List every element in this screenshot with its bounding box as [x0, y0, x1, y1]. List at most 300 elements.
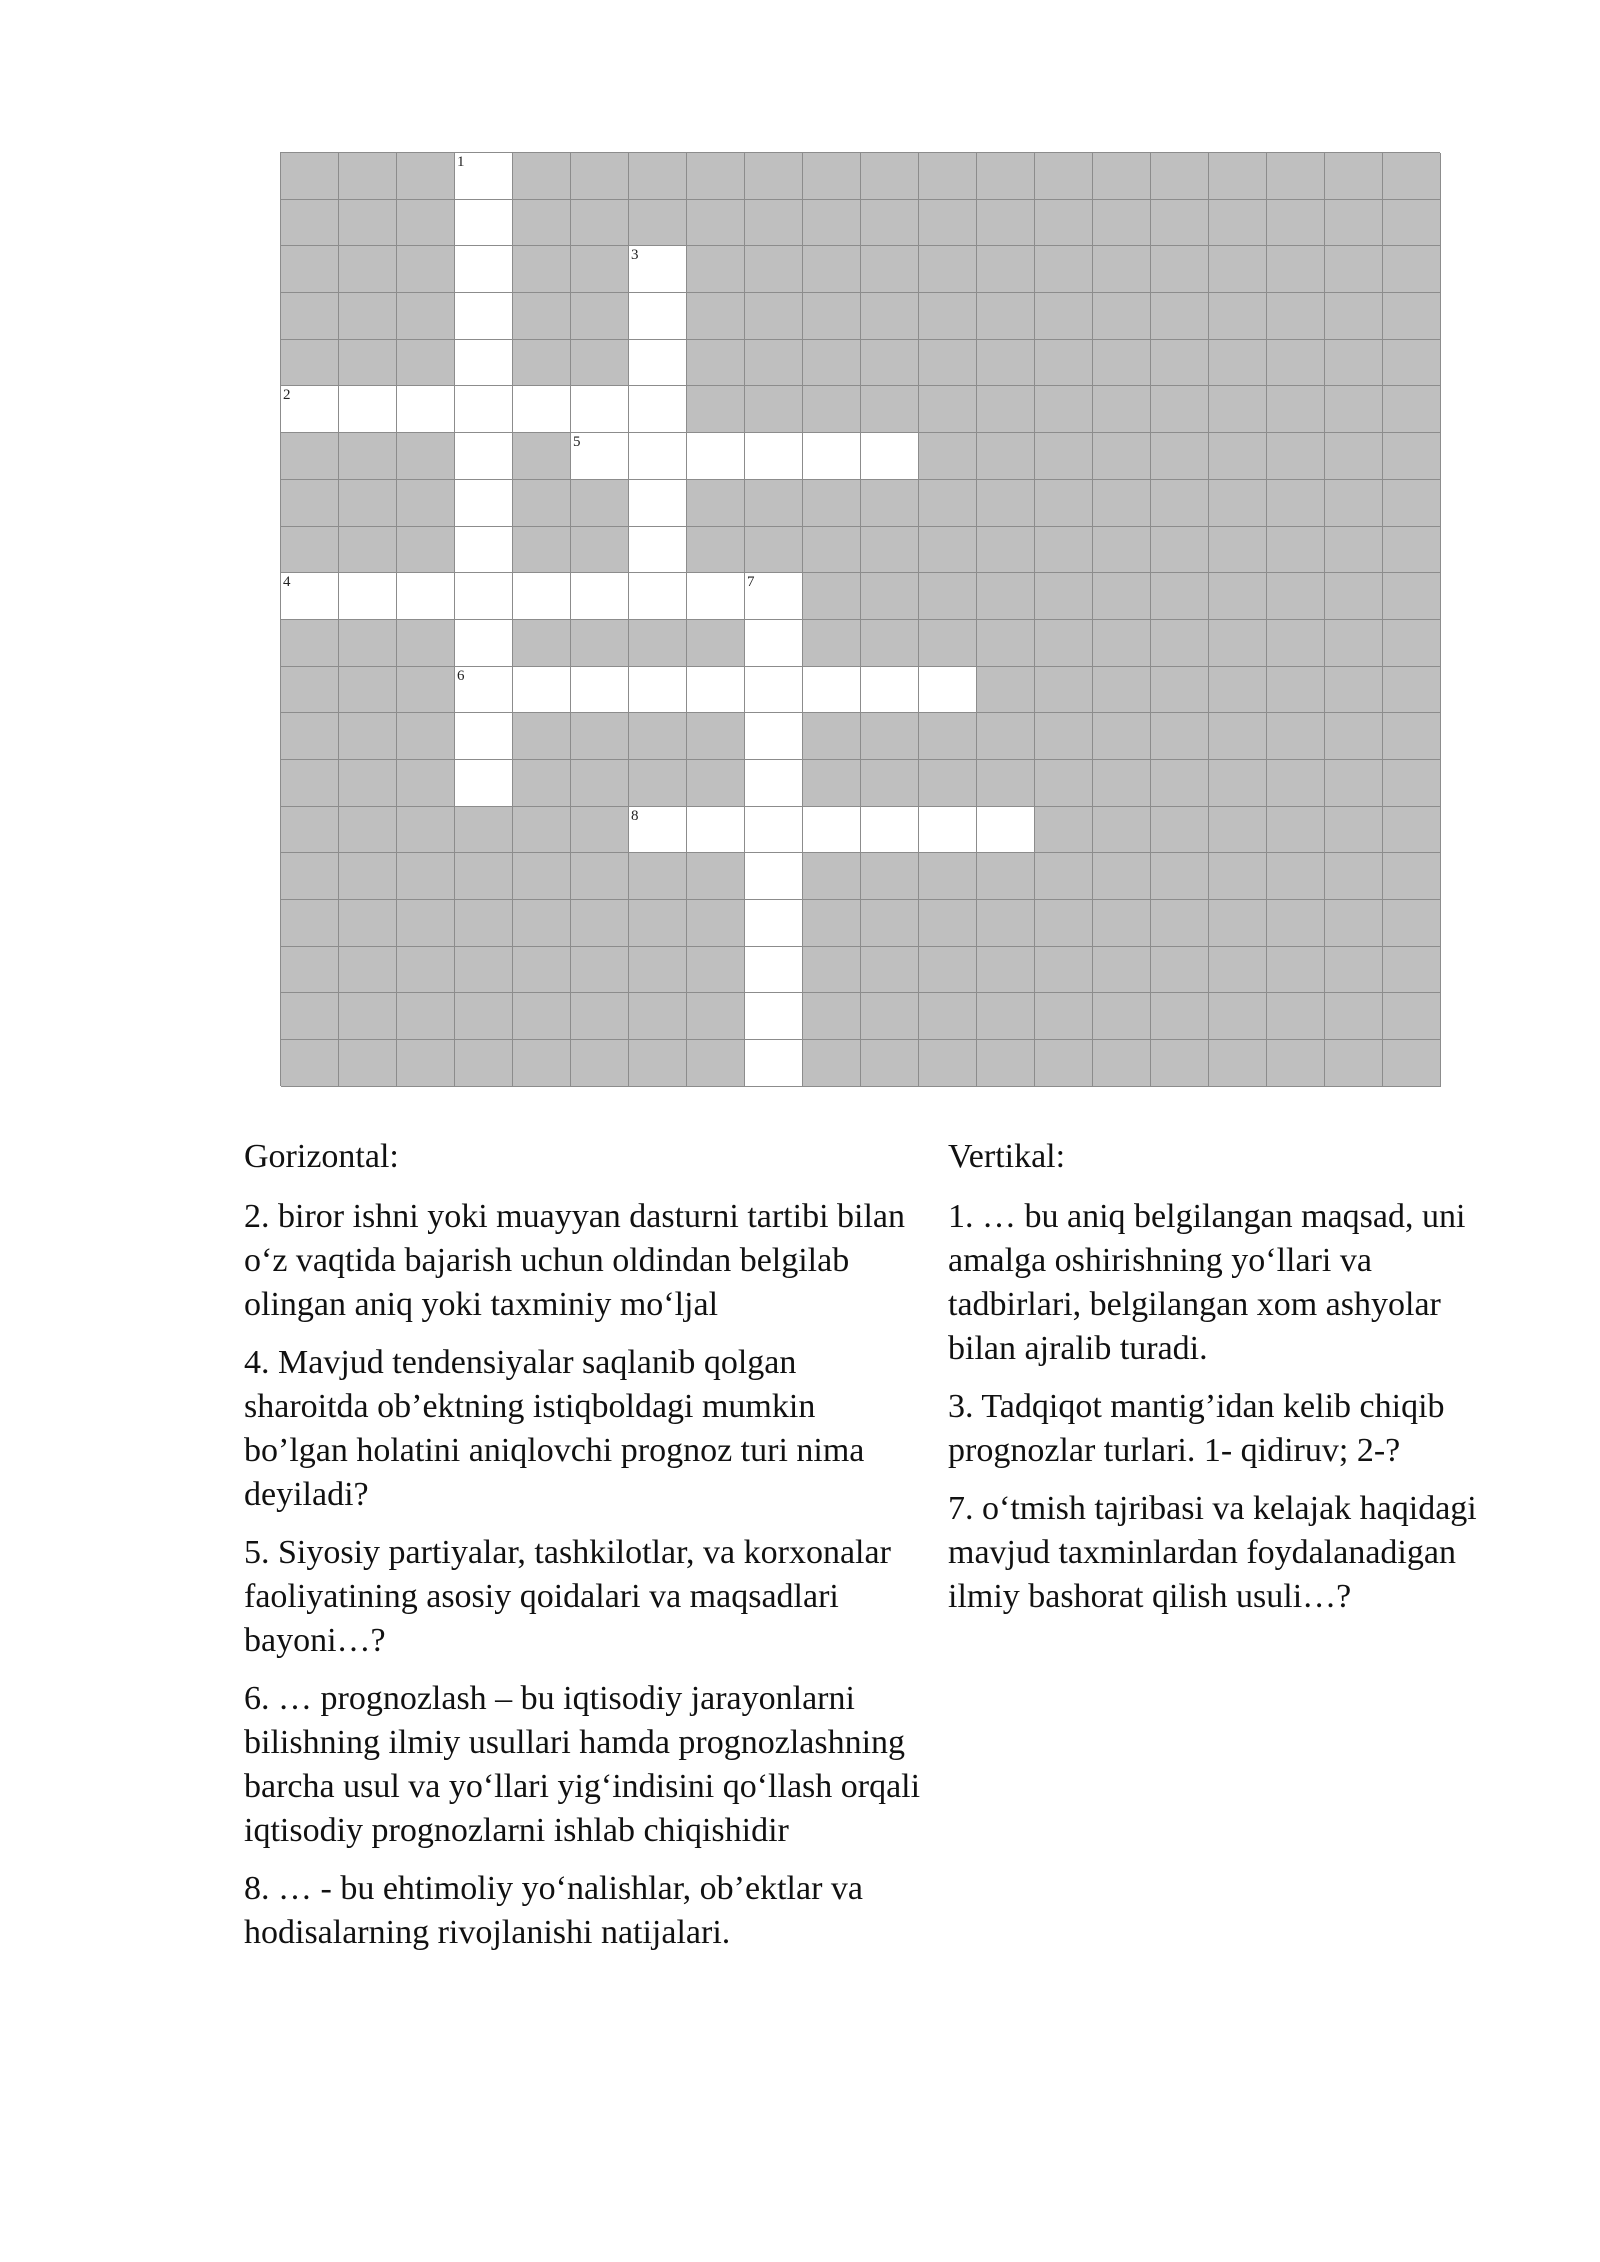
blocked-cell	[861, 620, 919, 667]
blocked-cell	[803, 947, 861, 994]
blocked-cell	[1151, 293, 1209, 340]
answer-cell[interactable]	[687, 667, 745, 714]
blocked-cell	[1093, 760, 1151, 807]
blocked-cell	[977, 200, 1035, 247]
blocked-cell	[1151, 200, 1209, 247]
answer-cell[interactable]	[919, 807, 977, 854]
answer-cell[interactable]	[745, 573, 803, 620]
blocked-cell	[745, 527, 803, 574]
answer-cell[interactable]	[339, 386, 397, 433]
blocked-cell	[919, 620, 977, 667]
blocked-cell	[397, 667, 455, 714]
blocked-cell	[571, 620, 629, 667]
blocked-cell	[281, 153, 339, 200]
blocked-cell	[1267, 853, 1325, 900]
blocked-cell	[1325, 480, 1383, 527]
answer-cell[interactable]	[455, 153, 513, 200]
blocked-cell	[571, 853, 629, 900]
blocked-cell	[571, 1040, 629, 1087]
blocked-cell	[339, 433, 397, 480]
blocked-cell	[803, 200, 861, 247]
blocked-cell	[861, 293, 919, 340]
answer-cell[interactable]	[745, 667, 803, 714]
answer-cell[interactable]	[745, 433, 803, 480]
blocked-cell	[1325, 713, 1383, 760]
blocked-cell	[803, 340, 861, 387]
blocked-cell	[1383, 667, 1441, 714]
answer-cell[interactable]	[513, 386, 571, 433]
blocked-cell	[1325, 246, 1383, 293]
blocked-cell	[861, 760, 919, 807]
blocked-cell	[513, 293, 571, 340]
blocked-cell	[861, 993, 919, 1040]
answer-cell[interactable]	[629, 386, 687, 433]
vertical-clues	[948, 1135, 1508, 1633]
answer-cell[interactable]	[455, 340, 513, 387]
blocked-cell	[397, 760, 455, 807]
blocked-cell	[687, 1040, 745, 1087]
answer-cell[interactable]	[745, 900, 803, 947]
blocked-cell	[919, 993, 977, 1040]
blocked-cell	[1209, 293, 1267, 340]
blocked-cell	[919, 200, 977, 247]
blocked-cell	[1209, 153, 1267, 200]
vertical-clue-7: 7. o‘tmish tajribasi va kelajak haqidagi mavjud taxminlardan foydalanadigan ilmiy bashorat qilish usuli…?	[948, 1490, 1477, 1615]
blocked-cell	[1035, 667, 1093, 714]
answer-cell[interactable]	[455, 620, 513, 667]
blocked-cell	[1325, 807, 1383, 854]
blocked-cell	[339, 293, 397, 340]
blocked-cell	[1325, 853, 1383, 900]
blocked-cell	[745, 200, 803, 247]
blocked-cell	[1325, 667, 1383, 714]
blocked-cell	[1035, 573, 1093, 620]
blocked-cell	[1267, 480, 1325, 527]
blocked-cell	[281, 947, 339, 994]
blocked-cell	[513, 760, 571, 807]
blocked-cell	[919, 433, 977, 480]
blocked-cell	[281, 620, 339, 667]
answer-cell[interactable]	[629, 340, 687, 387]
blocked-cell	[281, 993, 339, 1040]
blocked-cell	[919, 713, 977, 760]
blocked-cell	[1151, 807, 1209, 854]
blocked-cell	[1267, 246, 1325, 293]
blocked-cell	[745, 480, 803, 527]
blocked-cell	[1093, 200, 1151, 247]
blocked-cell	[745, 293, 803, 340]
blocked-cell	[861, 200, 919, 247]
blocked-cell	[281, 667, 339, 714]
blocked-cell	[455, 993, 513, 1040]
answer-cell[interactable]	[745, 947, 803, 994]
blocked-cell	[1035, 900, 1093, 947]
blocked-cell	[339, 900, 397, 947]
answer-cell[interactable]	[513, 667, 571, 714]
blocked-cell	[1093, 293, 1151, 340]
blocked-cell	[803, 480, 861, 527]
blocked-cell	[1325, 573, 1383, 620]
answer-cell[interactable]	[455, 760, 513, 807]
blocked-cell	[1383, 713, 1441, 760]
blocked-cell	[513, 153, 571, 200]
answer-cell[interactable]	[687, 573, 745, 620]
blocked-cell	[745, 386, 803, 433]
blocked-cell	[513, 853, 571, 900]
blocked-cell	[397, 246, 455, 293]
blocked-cell	[1383, 1040, 1441, 1087]
answer-cell[interactable]	[571, 386, 629, 433]
blocked-cell	[1325, 760, 1383, 807]
answer-cell[interactable]	[281, 386, 339, 433]
blocked-cell	[687, 900, 745, 947]
blocked-cell	[1093, 667, 1151, 714]
blocked-cell	[1093, 807, 1151, 854]
blocked-cell	[1151, 340, 1209, 387]
vertical-clue-3: 3. Tadqiqot mantig’idan kelib chiqib prognozlar turlari. 1- qidiruv; 2-?	[948, 1388, 1445, 1469]
blocked-cell	[1209, 900, 1267, 947]
blocked-cell	[1267, 200, 1325, 247]
blocked-cell	[919, 246, 977, 293]
blocked-cell	[1383, 947, 1441, 994]
blocked-cell	[1035, 293, 1093, 340]
answer-cell[interactable]	[803, 667, 861, 714]
blocked-cell	[1383, 620, 1441, 667]
blocked-cell	[687, 386, 745, 433]
blocked-cell	[281, 760, 339, 807]
blocked-cell	[1151, 667, 1209, 714]
answer-cell[interactable]	[455, 386, 513, 433]
blocked-cell	[803, 153, 861, 200]
blocked-cell	[281, 433, 339, 480]
blocked-cell	[1093, 947, 1151, 994]
blocked-cell	[1209, 433, 1267, 480]
crossword-grid	[280, 152, 1440, 1086]
answer-cell[interactable]	[455, 246, 513, 293]
blocked-cell	[629, 200, 687, 247]
blocked-cell	[629, 947, 687, 994]
answer-cell[interactable]	[397, 386, 455, 433]
blocked-cell	[339, 807, 397, 854]
blocked-cell	[919, 760, 977, 807]
blocked-cell	[339, 200, 397, 247]
blocked-cell	[1209, 853, 1267, 900]
blocked-cell	[1267, 760, 1325, 807]
blocked-cell	[513, 900, 571, 947]
blocked-cell	[977, 527, 1035, 574]
blocked-cell	[1209, 807, 1267, 854]
blocked-cell	[745, 246, 803, 293]
answer-cell[interactable]	[745, 1040, 803, 1087]
blocked-cell	[687, 993, 745, 1040]
blocked-cell	[1267, 433, 1325, 480]
blocked-cell	[1151, 433, 1209, 480]
blocked-cell	[1093, 153, 1151, 200]
blocked-cell	[513, 947, 571, 994]
blocked-cell	[1325, 386, 1383, 433]
answer-cell[interactable]	[571, 667, 629, 714]
blocked-cell	[1151, 1040, 1209, 1087]
blocked-cell	[977, 433, 1035, 480]
answer-cell[interactable]	[455, 293, 513, 340]
horizontal-clue-4: 4. Mavjud tendensiyalar saqlanib qolgan sharoitda ob’ektning istiqboldagi mumkin bo’lgan holatini aniqlovchi prognoz turi nima deyiladi?	[244, 1344, 865, 1513]
blocked-cell	[397, 900, 455, 947]
blocked-cell	[977, 853, 1035, 900]
blocked-cell	[1267, 620, 1325, 667]
blocked-cell	[1383, 993, 1441, 1040]
blocked-cell	[629, 993, 687, 1040]
blocked-cell	[803, 386, 861, 433]
blocked-cell	[571, 340, 629, 387]
blocked-cell	[803, 620, 861, 667]
answer-cell[interactable]	[455, 573, 513, 620]
blocked-cell	[803, 573, 861, 620]
answer-cell[interactable]	[687, 433, 745, 480]
blocked-cell	[1267, 1040, 1325, 1087]
answer-cell[interactable]	[513, 573, 571, 620]
blocked-cell	[1035, 386, 1093, 433]
answer-cell[interactable]	[745, 620, 803, 667]
horizontal-clue-5: 5. Siyosiy partiyalar, tashkilotlar, va korxonalar faoliyatining asosiy qoidalari va maqsadlari bayoni…?	[244, 1534, 891, 1659]
blocked-cell	[455, 807, 513, 854]
blocked-cell	[1151, 246, 1209, 293]
blocked-cell	[977, 386, 1035, 433]
blocked-cell	[1035, 433, 1093, 480]
horizontal-clues	[244, 1135, 924, 1969]
answer-cell[interactable]	[861, 807, 919, 854]
blocked-cell	[339, 246, 397, 293]
blocked-cell	[397, 527, 455, 574]
answer-cell[interactable]	[571, 573, 629, 620]
blocked-cell	[1383, 527, 1441, 574]
blocked-cell	[339, 760, 397, 807]
blocked-cell	[1209, 386, 1267, 433]
blocked-cell	[919, 573, 977, 620]
blocked-cell	[1151, 527, 1209, 574]
blocked-cell	[339, 713, 397, 760]
blocked-cell	[1035, 620, 1093, 667]
blocked-cell	[397, 153, 455, 200]
answer-cell[interactable]	[281, 573, 339, 620]
blocked-cell	[571, 480, 629, 527]
blocked-cell	[571, 200, 629, 247]
blocked-cell	[803, 993, 861, 1040]
blocked-cell	[1035, 807, 1093, 854]
blocked-cell	[1035, 1040, 1093, 1087]
answer-cell[interactable]	[977, 807, 1035, 854]
answer-cell[interactable]	[803, 433, 861, 480]
answer-cell[interactable]	[629, 573, 687, 620]
blocked-cell	[1035, 153, 1093, 200]
clue-number: 1	[457, 154, 465, 170]
answer-cell[interactable]	[745, 853, 803, 900]
answer-cell[interactable]	[455, 480, 513, 527]
blocked-cell	[919, 1040, 977, 1087]
blocked-cell	[339, 667, 397, 714]
vertical-clue-1: 1. … bu aniq belgilangan maqsad, uni amalga oshirishning yo‘llari va tadbirlari, belgilangan xom ashyolar bilan ajralib turadi.	[948, 1198, 1466, 1367]
blocked-cell	[1325, 200, 1383, 247]
blocked-cell	[687, 620, 745, 667]
blocked-cell	[513, 807, 571, 854]
blocked-cell	[339, 1040, 397, 1087]
answer-cell[interactable]	[455, 667, 513, 714]
answer-cell[interactable]	[861, 667, 919, 714]
blocked-cell	[513, 620, 571, 667]
blocked-cell	[571, 900, 629, 947]
clue-number: 5	[573, 434, 581, 451]
blocked-cell	[281, 713, 339, 760]
blocked-cell	[861, 480, 919, 527]
blocked-cell	[1383, 293, 1441, 340]
blocked-cell	[1209, 760, 1267, 807]
blocked-cell	[1035, 947, 1093, 994]
blocked-cell	[339, 153, 397, 200]
answer-cell[interactable]	[629, 480, 687, 527]
blocked-cell	[1325, 993, 1383, 1040]
blocked-cell	[397, 947, 455, 994]
answer-cell[interactable]	[397, 573, 455, 620]
blocked-cell	[1383, 200, 1441, 247]
blocked-cell	[1151, 620, 1209, 667]
blocked-cell	[861, 853, 919, 900]
answer-cell[interactable]	[687, 807, 745, 854]
blocked-cell	[1151, 900, 1209, 947]
blocked-cell	[513, 993, 571, 1040]
blocked-cell	[1151, 760, 1209, 807]
blocked-cell	[1093, 386, 1151, 433]
blocked-cell	[281, 293, 339, 340]
blocked-cell	[455, 900, 513, 947]
blocked-cell	[687, 480, 745, 527]
blocked-cell	[803, 1040, 861, 1087]
blocked-cell	[1209, 713, 1267, 760]
blocked-cell	[1151, 713, 1209, 760]
blocked-cell	[1325, 900, 1383, 947]
answer-cell[interactable]	[629, 807, 687, 854]
blocked-cell	[1035, 480, 1093, 527]
answer-cell[interactable]	[919, 667, 977, 714]
blocked-cell	[977, 947, 1035, 994]
blocked-cell	[745, 153, 803, 200]
blocked-cell	[629, 853, 687, 900]
answer-cell[interactable]	[745, 713, 803, 760]
answer-cell[interactable]	[339, 573, 397, 620]
blocked-cell	[803, 246, 861, 293]
blocked-cell	[861, 153, 919, 200]
answer-cell[interactable]	[455, 713, 513, 760]
blocked-cell	[687, 293, 745, 340]
blocked-cell	[397, 293, 455, 340]
answer-cell[interactable]	[861, 433, 919, 480]
blocked-cell	[1383, 853, 1441, 900]
blocked-cell	[629, 900, 687, 947]
blocked-cell	[687, 153, 745, 200]
blocked-cell	[1383, 573, 1441, 620]
answer-cell[interactable]	[629, 293, 687, 340]
blocked-cell	[1209, 667, 1267, 714]
clue-number: 7	[747, 574, 755, 591]
blocked-cell	[513, 433, 571, 480]
blocked-cell	[1035, 993, 1093, 1040]
blocked-cell	[571, 807, 629, 854]
answer-cell[interactable]	[745, 807, 803, 854]
answer-cell[interactable]	[629, 667, 687, 714]
clue-number: 2	[283, 387, 291, 404]
blocked-cell	[397, 200, 455, 247]
answer-cell[interactable]	[629, 527, 687, 574]
blocked-cell	[1093, 853, 1151, 900]
blocked-cell	[919, 293, 977, 340]
answer-cell[interactable]	[455, 527, 513, 574]
blocked-cell	[1325, 947, 1383, 994]
blocked-cell	[1383, 153, 1441, 200]
blocked-cell	[397, 993, 455, 1040]
blocked-cell	[281, 200, 339, 247]
blocked-cell	[1383, 900, 1441, 947]
blocked-cell	[1093, 713, 1151, 760]
blocked-cell	[919, 480, 977, 527]
blocked-cell	[1093, 527, 1151, 574]
blocked-cell	[1151, 573, 1209, 620]
blocked-cell	[339, 340, 397, 387]
blocked-cell	[977, 760, 1035, 807]
blocked-cell	[1151, 153, 1209, 200]
blocked-cell	[1035, 760, 1093, 807]
blocked-cell	[861, 573, 919, 620]
blocked-cell	[1209, 947, 1267, 994]
blocked-cell	[1093, 620, 1151, 667]
blocked-cell	[281, 900, 339, 947]
blocked-cell	[861, 386, 919, 433]
blocked-cell	[281, 1040, 339, 1087]
blocked-cell	[1267, 713, 1325, 760]
answer-cell[interactable]	[455, 200, 513, 247]
blocked-cell	[571, 713, 629, 760]
answer-cell[interactable]	[803, 807, 861, 854]
blocked-cell	[745, 340, 803, 387]
blocked-cell	[513, 200, 571, 247]
blocked-cell	[977, 153, 1035, 200]
blocked-cell	[513, 340, 571, 387]
blocked-cell	[1093, 900, 1151, 947]
blocked-cell	[571, 153, 629, 200]
answer-cell[interactable]	[745, 993, 803, 1040]
blocked-cell	[281, 340, 339, 387]
blocked-cell	[1209, 573, 1267, 620]
blocked-cell	[977, 1040, 1035, 1087]
blocked-cell	[629, 760, 687, 807]
answer-cell[interactable]	[571, 433, 629, 480]
blocked-cell	[339, 853, 397, 900]
blocked-cell	[1035, 246, 1093, 293]
blocked-cell	[571, 947, 629, 994]
blocked-cell	[1093, 246, 1151, 293]
blocked-cell	[687, 200, 745, 247]
answer-cell[interactable]	[629, 246, 687, 293]
blocked-cell	[803, 853, 861, 900]
answer-cell[interactable]	[745, 760, 803, 807]
blocked-cell	[571, 760, 629, 807]
blocked-cell	[687, 527, 745, 574]
blocked-cell	[1093, 480, 1151, 527]
blocked-cell	[1093, 573, 1151, 620]
blocked-cell	[1093, 1040, 1151, 1087]
blocked-cell	[687, 713, 745, 760]
answer-cell[interactable]	[629, 433, 687, 480]
blocked-cell	[1209, 527, 1267, 574]
answer-cell[interactable]	[455, 433, 513, 480]
blocked-cell	[513, 480, 571, 527]
